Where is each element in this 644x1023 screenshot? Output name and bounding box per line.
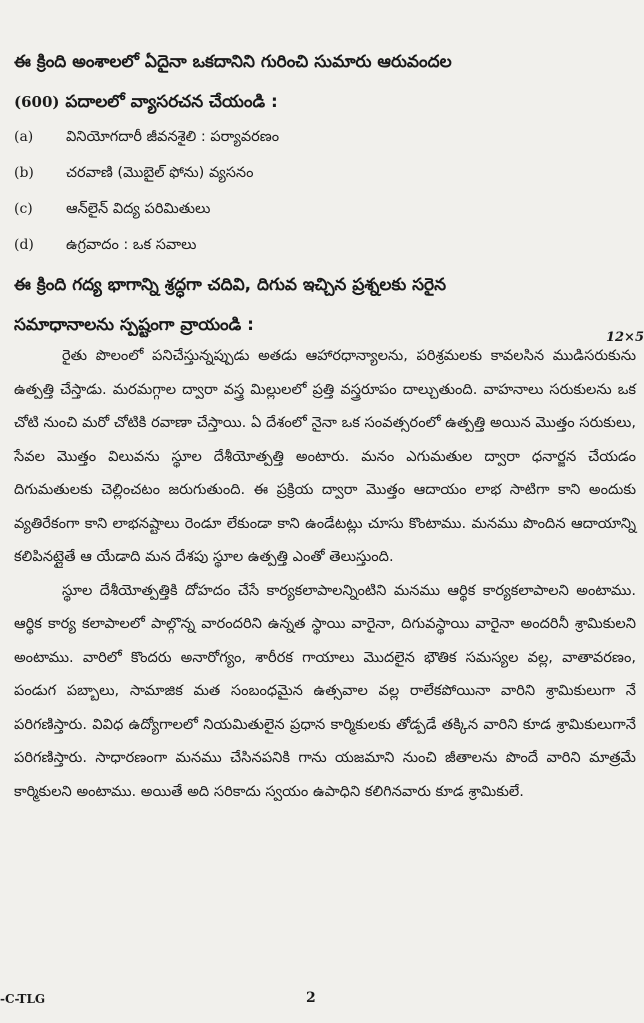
- option-b: [14, 155, 614, 191]
- option-a: [14, 119, 614, 155]
- option-label: (c): [14, 201, 33, 217]
- option-text: ఉగ్రవాదం : ఒక సవాలు: [66, 237, 197, 253]
- option-text: వినియోగదారీ జీవనశైలి : పర్యావరణం: [66, 129, 280, 145]
- option-d: [14, 227, 614, 263]
- option-label: (a): [14, 129, 34, 145]
- option-text: చరవాణి (మొబైల్ ఫోను) వ్యసనం: [66, 165, 254, 181]
- word-count: (600): [14, 93, 60, 111]
- question2-instruction-line1: ఈ క్రింది గద్య భాగాన్ని శ్రద్ధగా చదివి, దిగువ ఇచ్చిన ప్రశ్నలకు సరైన: [14, 275, 447, 295]
- marks-label: 12×5: [605, 330, 644, 345]
- question1-instruction-line1: ఈ క్రింది అంశాలలో ఏదైనా ఒకదానిని గురించి సుమారు ఆరువందల: [14, 52, 452, 72]
- option-c: [14, 191, 614, 227]
- question2-instruction-line2: సమాధానాలను స్పష్టంగా వ్రాయండి :: [14, 315, 254, 335]
- paper-code: -C-TLG: [0, 992, 46, 1006]
- page-number: 2: [306, 990, 316, 1006]
- question1-instruction-line2: [14, 80, 642, 124]
- passage: [14, 339, 636, 808]
- passage-paragraph-1: రైతు పొలంలో పనిచేస్తున్నప్పుడు అతడు ఆహారధాన్యాలను, పరిశ్రమలకు కావలసిన ముడిసరుకును ఉత్పత్తి చేస్తాడు. మరమగ్గాల ద్వారా వస్త్ర మిల్లులలో ప్రత్తి వస్త్రరూపం దాల్చుతుంది. వాహనాలు సరుకులను ఒక చోటి నుంచి మరో చోటికి రవాణా చేస్తాయి. ఏ దేశంలో నైనా ఒక సంవత్సరంలో ఉత్పత్తి అయిన మొత్తం సరుకులు, సేవల మొత్తం విలువను స్థూల దేశీయోత్పత్తి అంటారు. మనం ఎగుమతుల ద్వారా ధనార్జన చేయడం దిగుమతులకు చెల్లించటం జరుగుతుంది. ఈ ప్రక్రియ ద్వారా మొత్తం ఆదాయం లాభ సాటిగా కాని అందుకు వ్యతిరేకంగా కాని లాభనష్టాలు రెండూ లేకుండా కాని ఉండేటట్లు చూసు కొంటాము. మనము పొందిన ఆదాయాన్ని కలిపినట్లైతే ఆ యేడాది మన దేశపు స్థూల ఉత్పత్తి ఎంతో తెలుస్తుంది.: [14, 347, 636, 565]
- option-text: ఆన్‌లైన్ విద్య పరిమితులు: [66, 201, 211, 217]
- passage-paragraph-2: స్థూల దేశీయోత్పత్తికి దోహదం చేసే కార్యకలాపాలన్నింటిని మనము ఆర్థిక కార్యకలాపాలని అంటాము. ఆర్థిక కార్య కలాపాలలో పాల్గొన్న వారందరిని ఉన్నత స్థాయి వారైనా, దిగువస్థాయి వారైనా అందరినీ శ్రామికులని అంటాము. వారిలో కొందరు అనారోగ్యం, శారీరక గాయాలు మొదలైన భౌతిక సమస్యల వల్ల, వాతావరణం, పండుగ పబ్బాలు, సామాజిక మత సంబంధమైన ఉత్సవాల వల్ల రాలేకపోయినా వారిని శ్రామికులుగా నే పరిగణిస్తారు. వివిధ ఉద్యోగాలలో నియమితులైన ప్రధాన కార్మికులకు తోడ్పడే తక్కిన వారిని కూడ శ్రామికులుగానే పరిగణిస్తారు. సాధారణంగా మనము చేసినపనికి గాను యజమాని నుంచి జీతాలను పొందే వారిని మాత్రమే కార్మికులని అంటాము. అయితే అది సరికాదు స్వయం ఉపాధిని కలిగినవారు కూడ శ్రామికులే.: [14, 581, 636, 800]
- option-label: (b): [14, 165, 34, 181]
- instruction-text: పదాలలో వ్యాసరచన చేయండి :: [59, 92, 278, 112]
- option-label: (d): [14, 237, 34, 253]
